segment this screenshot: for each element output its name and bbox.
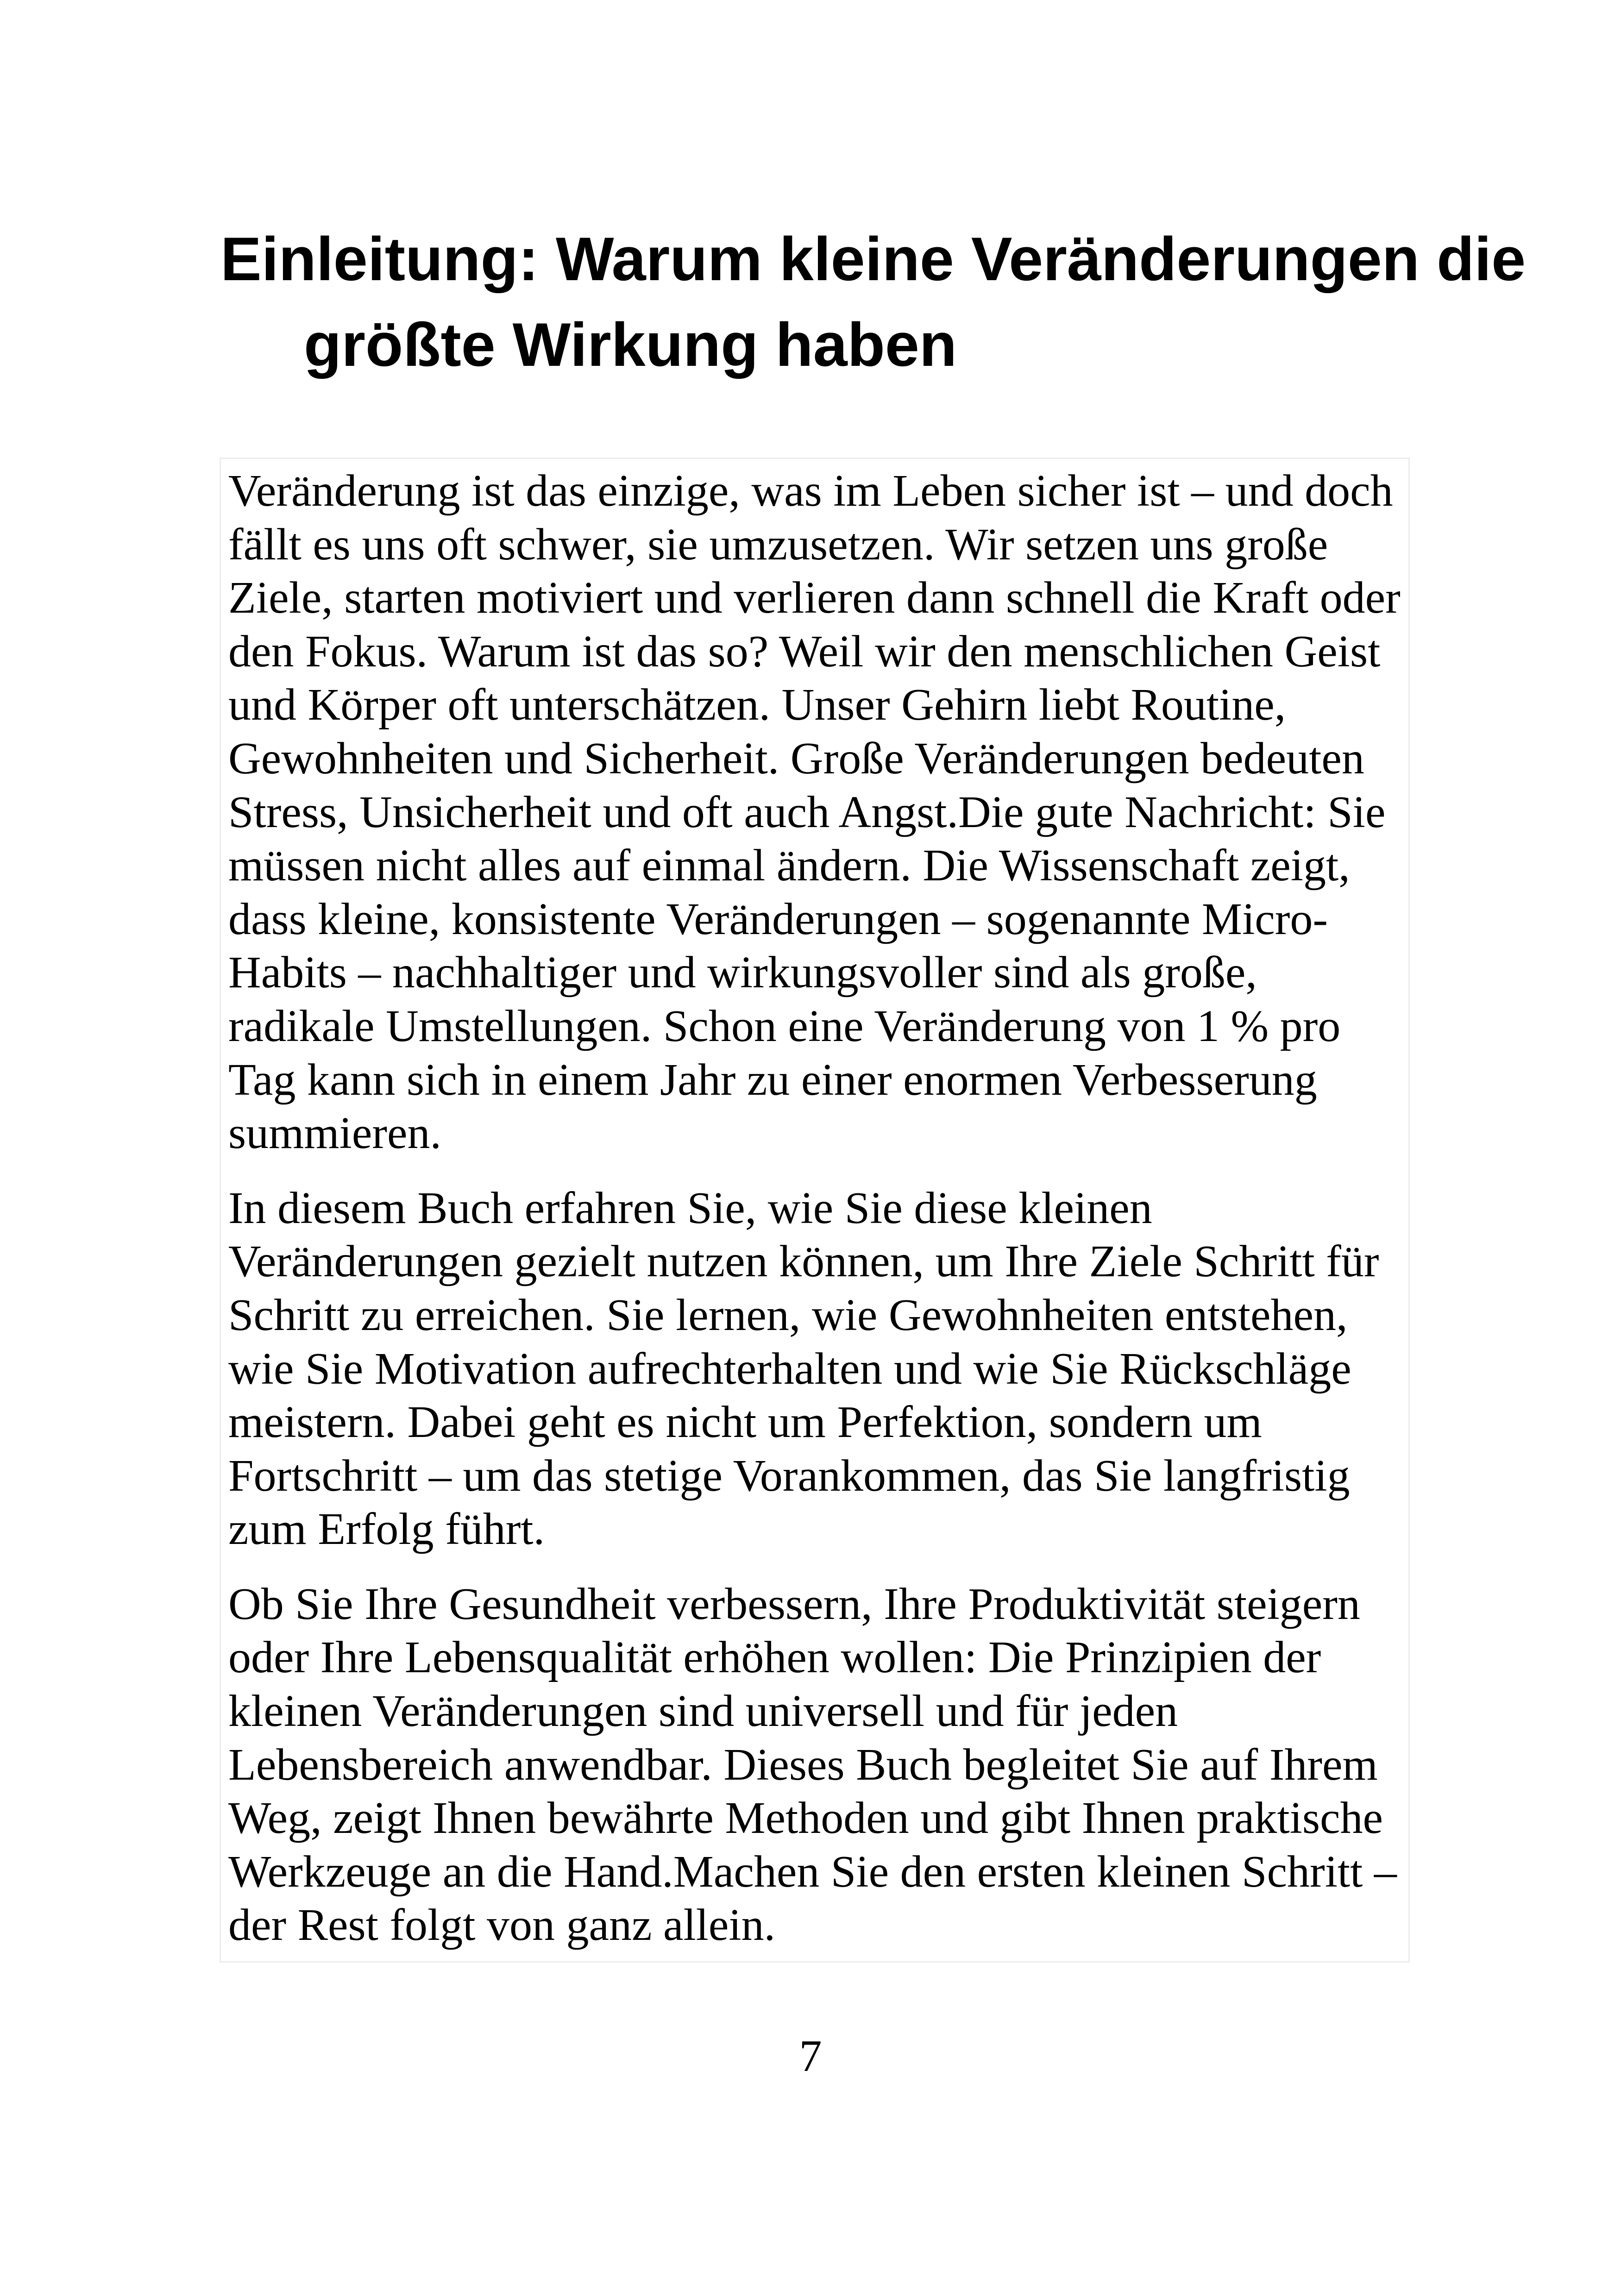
body-paragraph-1: Veränderung ist das einzige, was im Leben sicher ist – und doch fällt es uns oft schwer, sie umzusetzen. Wir setzen uns große Ziele, starten motiviert und verlieren dann schnell die Kraft oder den Fokus. Warum ist das so? Weil wir den menschlichen Geist und Körper oft unterschätzen. Unser Gehirn liebt Routine, Gewohnheiten und Sicherheit. Große Veränderungen bedeuten Stress, Unsicherheit und oft auch Angst.Die gute Nachricht: Sie müssen nicht alles auf einmal ändern. Die Wissenschaft zeigt, dass kleine, konsistente Veränderungen – sogenannte Micro-Habits – nachhaltiger und wirkungsvoller sind als große, radikale Umstellungen. Schon eine Veränderung von 1 % pro Tag kann sich in einem Jahr zu einer enormen Verbesserung summieren. (228, 466, 1401, 1159)
page-number: 7 (799, 2031, 822, 2081)
body-paragraph-3: Ob Sie Ihre Gesundheit verbessern, Ihre Produktivität steigern oder Ihre Lebensqualität erhöhen wollen: Die Prinzipien der kleinen Veränderungen sind universell und für jeden Lebensbereich anwendbar. Dieses Buch begleitet Sie auf Ihrem Weg, zeigt Ihnen bewährte Methoden und gibt Ihnen praktische Werkzeuge an die Hand.Machen Sie den ersten kleinen Schritt – der Rest folgt von ganz allein. (228, 1579, 1397, 1951)
chapter-title: Einleitung: Warum kleine Veränderungen die größte Wirkung haben (220, 225, 1526, 379)
text-frame (220, 458, 1410, 1963)
body-paragraph-2: In diesem Buch erfahren Sie, wie Sie diese kleinen Veränderungen gezielt nutzen können, um Ihre Ziele Schritt für Schritt zu erreichen. Sie lernen, wie Gewohnheiten entstehen, wie Sie Motivation aufrechterhalten und wie Sie Rückschläge meistern. Dabei geht es nicht um Perfektion, sondern um Fortschritt – um das stetige Vorankommen, das Sie langfristig zum Erfolg führt. (228, 1183, 1379, 1555)
